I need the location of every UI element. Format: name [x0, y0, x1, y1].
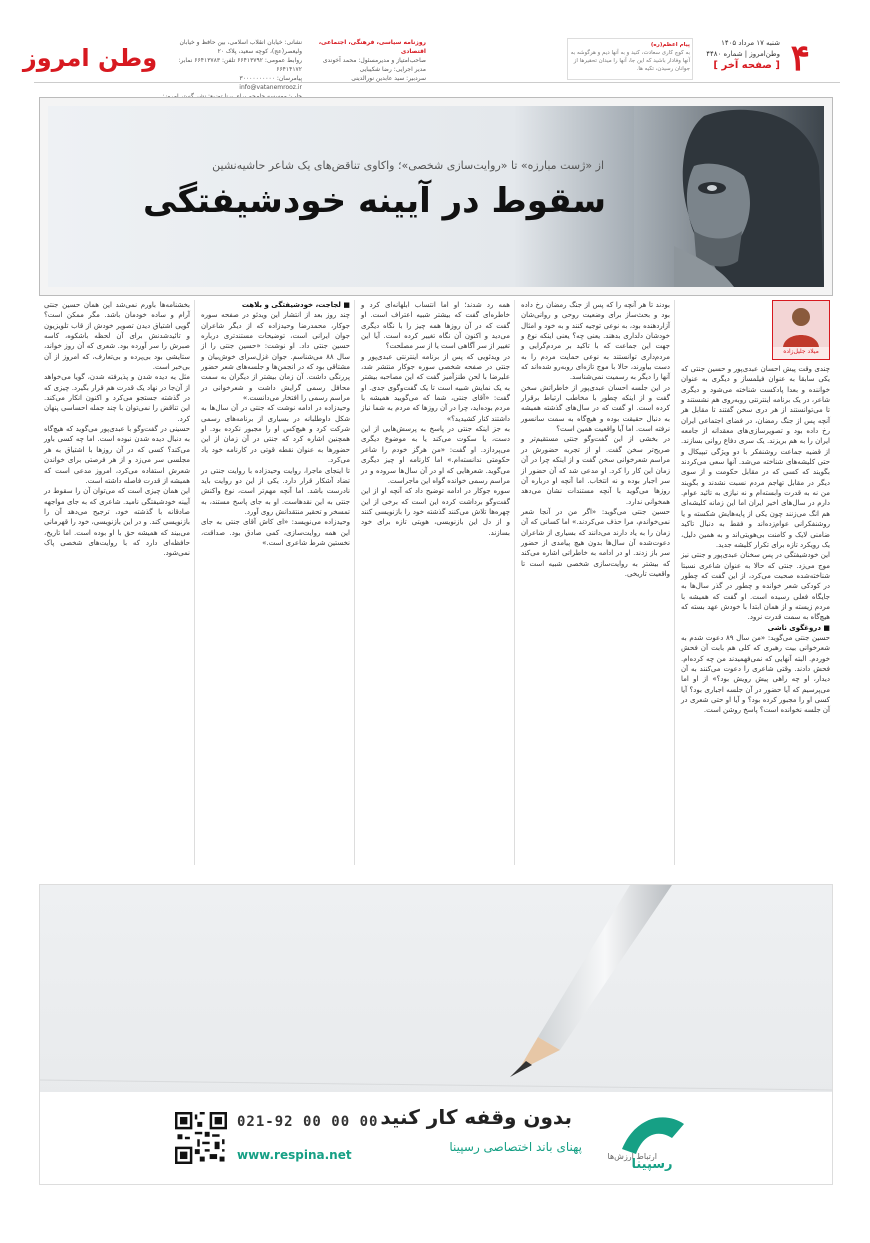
- paragraph: وحیدزاده در ادامه نوشت که جنتی در آن سال‌ها به شکل داوطلبانه در بسیاری از برنامه‌های رسمی شرکت کرد و هیچ‌کس او را مجبور نکرده بود. او همچنین اشاره کرد که جنتی در آن زمان از این حضورها به عنوان نقطه قوتی در کارنامه خود یاد می‌کرد.: [201, 404, 350, 465]
- hero-title: سقوط در آیینه خودشیفتگی: [143, 181, 606, 221]
- phones: روابط عمومی: ۶۶۴۱۳۷۹۲ تلفن: ۶۶۴۱۳۷۸۳ نمابر: ۶۶۴۱۴۱۷۲: [178, 57, 302, 73]
- paragraph: چند روز بعد از انتشار این ویدئو در صفحه سوره جوکار، محمدرضا وحیدزاده که از دیگر شاعران جوان ایرانی است، توضیحات مستندتری درباره حسین جنتی داد. او نوشت: «حسین جنتی را از سال ۸۸ می‌شناسم. جوان غزل‌سرای خوش‌بیان و مشتاقی بود که در انجمن‌ها و جلسه‌های شعر حضور پررنگی داشت. آن زمان بیشتر از دیگران به سمت محافل رسمی گرایش داشت و شعرخوانی در مراسم رسمی را افتخار می‌دانست.»: [201, 311, 351, 403]
- svg-text:رسپینا: رسپینا: [631, 1157, 673, 1172]
- advertisement[interactable]: [39, 884, 833, 1185]
- paragraph: حسینی در گفت‌وگو با عبدی‌پور می‌گوید که هیچ‌گاه به دنبال دیده شدن نبوده است. اما چه کسی باور می‌کند؟ کسی که در آن روزها با اشتیاق به هر مجلسی سر می‌زد و از هر فرصتی برای خواندن شعرش استفاده می‌کرد، امروز مدعی است که همیشه از قدرت فاصله داشته است.: [44, 425, 190, 485]
- ad-subline: پهنای باند اختصاصی رسپینا: [449, 1140, 582, 1154]
- paragraph: چندی وقت پیش احسان عبدی‌پور و حسین جنتی که یکی سابقا به عنوان فیلمساز و دیگری به عنوان خواننده و بعدا پادکست شناخته می‌شود و دیگری شاعر، در یک برنامه اینترنتی روبه‌روی هم نشستند و تا می‌توانستند از هر دری سخن گفتند تا مقابل هر آنچه پس از جنگ رمضان، در فضای اجتماعی ایران رخ داده بود و تصویرسازی‌های معقدانه از جامعه ایران را به هم بریزند. یک سری دفاع روانی بسازند. از قضیه جماعت روشنفکر با دو ویژگی تیپیکال و حتی کلیشه‌های شناخته می‌شد. آنها سعی می‌کردند بگویند که کسی که در مقابل حکومت و از سوی دیگر در مقابل تهاجم مردم نسبت نشدند و بگویند من نه به قدرت وابسته‌ام و نه نیازی به تائید عوام. دارم در سال‌های اخیر ایران اما این زمانه کلیشه‌ای هم انگ می‌زنند چون یکی از پایه‌هایش شکسته و یا روشنفکرانی عوام‌زده‌اند و فقط به دنبال تاکید ضامنی لایک و کامنت بی‌هویتی‌اند و به همین دلیل، یک رویکرد تازه برای تکرار کلیشه جدید.: [681, 365, 830, 549]
- paragraph: در بخشی از این گفت‌وگو جنتی مستقیم‌تر و صریح‌تر سخن گفت. او از تجربه حضورش در مراسم شعرخوانی سخن گفت و از اینکه چرا در آن زمان این کار را کرد. او مدعی شد که آن حضور از سر اجبار بوده و نه انتخاب. اما آنچه او درباره آن روزها می‌گوید با آنچه مستندات نشان می‌دهد همخوانی ندارد.: [521, 435, 670, 506]
- column-divider: [354, 300, 355, 865]
- column-3: [361, 300, 510, 865]
- avatar-icon: [773, 301, 829, 347]
- paragraph: وحیدزاده می‌نویسد: «ای کاش آقای جنتی به جای این همه روایت‌سازی، کمی صادق بود. صداقت، نخستین شرط شاعری است.»: [201, 518, 350, 547]
- qr-code-icon[interactable]: [175, 1112, 227, 1164]
- author-name: میلاد جلیل‌زاده: [783, 347, 819, 355]
- paragraph: حسین جنتی می‌گوید: «اگر من در آنجا شعر نمی‌خواندم، مرا حذف می‌کردند.» اما کسانی که آن زمان را به یاد دارند می‌دانند که بسیاری از شاعران دعوت‌شده آن سال‌ها بدون هیچ پیامدی از حضور سر باز زدند. او در ادامه به خاطراتی اشاره می‌کند که بیشتر به روایت‌سازی شخصی شبیه است تا واقعیت تاریخی.: [521, 507, 670, 578]
- author-photo: [772, 300, 830, 360]
- column-4: [201, 300, 350, 865]
- hero-image: [48, 106, 824, 287]
- issue-date: شنبه ۱۷ مرداد ۱۴۰۵: [721, 39, 780, 47]
- quote-box: [567, 38, 693, 80]
- chief-editor: سردبیر: سید عابدین نورالدینی: [351, 75, 426, 82]
- date-block: [706, 38, 780, 60]
- address: نشانی: خیابان انقلاب اسلامی، بین حافظ و خیابان ولیعصر(عج)، کوچه سعید، پلاک ۲۰: [179, 39, 302, 55]
- column-5: [44, 300, 190, 865]
- paragraph: سوره جوکار در ادامه توضیح داد که آنچه او از این گفت‌وگو برداشت کرده این است که برخی از این چهره‌ها تلاش می‌کنند گذشته خود را بازنویسی کنند و از دل این بازنویسی، هویتی تازه برای خود بسازند.: [361, 487, 510, 537]
- paragraph: حسین جنتی می‌گوید: «من سال ۸۹ دعوت شدم به شعرخوانی بیت رهبری که کلی هم بابت آن فحش خوردم. البته آنهایی که نمی‌فهمیدند من چه کرده‌ام. فحش دادند. وقتی شاعری را دعوت می‌کنند به آن دیدار، او چه راهی پیش رویش بود؟» از او اما می‌پرسیم که آیا حضور در آن جلسه اجباری بود؟ آیا کسی او را مجبور کرده بود؟ و آیا او حتی شعری در آن جلسه نخوانده است؟ پاسخ روشن است.: [681, 633, 831, 715]
- quote-title: پیام اعظم(ره): [650, 42, 690, 48]
- issue-number: وطن‌امروز | شماره ۴۴۸۰: [706, 50, 780, 58]
- pencil-illustration-icon: [40, 885, 832, 1095]
- paragraph: تا اینجای ماجرا، روایت وحیدزاده با روایت جنتی در تضاد آشکار قرار دارد. یکی از این دو روایت باید نادرست باشد. اما آنچه مهم‌تر است، نوع واکنش جنتی به این نقدهاست. او به جای پاسخ مستند، به تمسخر و تحقیر منتقدانش روی آورد.: [201, 466, 350, 516]
- staff-info: [306, 38, 426, 83]
- subheading: ■ لجاجت، خودشیفتگی و بلاهت: [241, 301, 350, 309]
- paragraph: بخشنامه‌ها باورم نمی‌شد این همان حسین جنتی آرام و ساده خودمان باشد. مگر ممکن است؟ گویی اشتیاق دیدن تصویر خودش از قاب تلویزیون و تائیدشدنش برای آن لحظه باشکوه، کاسه صبرش را سر آورده بود. شعری که آن روز خواند، ستایشی بود بی‌پرده و بی‌تعارف، که امروز از آن بی‌خبر است.: [44, 301, 190, 372]
- column-1: [681, 300, 830, 865]
- poet-portrait-icon: [634, 106, 824, 287]
- sms: پیامرسان: ۳۰۰۰۰۰۰۰۰۰۰: [239, 75, 302, 82]
- newspaper-logo[interactable]: [22, 34, 158, 82]
- paragraph: این خودشیفتگی در پس سخنان عبدی‌پور و جنتی نیز موج می‌زد. جنتی که حالا به عنوان شاعری نسبتا شناخته‌شده صحبت می‌کرد، از این گفت که چطور در کودکی شعر خوانده و چطور در گذر سال‌ها به جایگاه فعلی رسیده است. او گفت که همیشه با مردم زیسته و از همان ابتدا با خودش عهد بسته که هیچ‌گاه به سمت قدرت نرود.: [681, 551, 830, 622]
- paragraph: در ویدئویی که پس از برنامه اینترنتی عبدی‌پور و جنتی در صفحه شخصی سوره جوکار منتشر شد، علیرضا با لحن طنزآمیز گفت که این مصاحبه بیشتر به یک نمایش شبیه است تا یک گفت‌وگوی جدی. او گفت: «آقای جنتی، شما که می‌گویید همیشه با مردم بوده‌اید، چرا در آن روزها که مردم به شما نیاز داشتند کنار کشیدید؟»: [361, 352, 510, 423]
- paragraph: مثل یه دیده شدن و پذیرفته شدن، گویا می‌خواهد از آن‌جا در نهاد یک قدرت هم قرار بگیرد. چیزی که در گذشته جستجو می‌کرد و اکنون انکار می‌کند. این تناقض را نمی‌توان با چند جمله احساسی پنهان کرد.: [44, 373, 190, 423]
- brand-tagline: ارتباط ارزش‌ها: [607, 1152, 657, 1161]
- ad-phone[interactable]: 021-92 00 00 00: [237, 1114, 379, 1130]
- svg-text:وطن امروز: وطن امروز: [22, 44, 158, 72]
- email[interactable]: info@vatanemrooz.ir: [239, 84, 302, 91]
- paper-type: روزنامه سیاسی، فرهنگی، اجتماعی، اقتصادی: [318, 39, 426, 55]
- section-label: [ صفحه آخر ]: [713, 60, 780, 71]
- hero-kicker: از «ژست مبارزه» تا «روایت‌سازی شخصی»؛ واکاوی تناقض‌های یک شاعر حاشیه‌نشین: [212, 159, 604, 172]
- page-number: ۴: [790, 37, 810, 79]
- hero-banner: [39, 97, 833, 296]
- column-divider: [674, 300, 675, 865]
- paragraph: این همان چیزی است که می‌توان آن را سقوط در آیینه خودشیفتگی نامید. شاعری که به جای مواجهه صادقانه با گذشته خود، ترجیح می‌دهد آن را بازنویسی کند. و در این بازنویسی، خود را قهرمانی می‌بیند که همیشه حق با او بوده است. اما تاریخ، حافظه‌ای دارد که با روایت‌های شخصی پاک نمی‌شود.: [44, 487, 190, 558]
- subheading: ■ دروغگوی ناشی: [767, 623, 830, 632]
- column-divider: [514, 300, 515, 865]
- column-2: [521, 300, 670, 865]
- paragraph: بودند تا هر آنچه را که پس از جنگ رمضان رخ داده بود و بحث‌ساز برای وضعیت روحی و روانی‌شان آزاردهنده بود، به نوعی توجیه کنند و به خود و امثال خودشان دلداری بدهند. یعنی چه؟ یعنی اینکه نوع و جهت این جماعت که با تاکید بر مردم‌گرایی و مردم‌داری توانستند به نوعی حمایت مردم را به دست بیاورند، حالا با موج تازه‌ای روبه‌رو شده‌اند که آنها را دیگر به رسمیت نمی‌شناسد.: [521, 301, 670, 382]
- editor: مدیر اجرایی: رضا شکیبایی: [359, 66, 426, 73]
- respina-logo-icon: [612, 1104, 692, 1174]
- ad-headline: بدون وقفه کار کنید: [380, 1105, 572, 1129]
- paragraph: در این جلسه احسان عبدی‌پور از خاطراتش سخن گفت و از اینکه چطور با مخاطب ارتباط برقرار کرده است. او گفت که در سال‌های گذشته همیشه به دنبال حقیقت بوده و هیچ‌گاه به سمت سانسور نرفته است. اما آیا واقعیت همین است؟: [521, 383, 670, 434]
- section-name: صفحه آخر: [721, 60, 772, 71]
- column-divider: [194, 300, 195, 865]
- masthead: [22, 34, 840, 91]
- article-body: [44, 300, 830, 865]
- author-box: [681, 300, 830, 364]
- subheading-text: لجاجت، خودشیفتگی و بلاهت: [241, 301, 341, 309]
- subheading-text: دروغگوی ناشی: [767, 623, 821, 632]
- ad-url[interactable]: www.respina.net: [237, 1148, 352, 1162]
- quote-text: به کوچ کاری سعادت، کنید و به آنها دیم و هرگوشه به آنها وفادار باشید که این جا، آنها را میدان تحقیرها از جوانان رسیدن، تکیه ها.: [570, 50, 690, 72]
- logo-mark-icon: [22, 34, 158, 78]
- owner: صاحب‌امتیاز و مدیرمسئول: محمد آخوندی: [322, 57, 426, 64]
- ad-footer: [40, 1092, 832, 1184]
- paragraph: به جز اینکه جنتی در پاسخ به پرسش‌هایی از این دست، یا سکوت می‌کند یا به موضوع دیگری می‌پردازد. او گفت: «من هرگز خودم را شاعر حکومتی ندانسته‌ام.» اما کارنامه او چیز دیگری می‌گوید. شعرهایی که او در آن سال‌ها سروده و در مراسم رسمی خوانده گواه این ماجراست.: [361, 425, 510, 485]
- paragraph: همه رد شدند؛ او اما انتساب ابلهانه‌ای کرد و خاطره‌ای گفت که بیشتر شبیه اعتراف است. او گفت که در آن روزها همه چیز را با نگاه دیگری می‌دید و اکنون آن نگاه تغییر کرده است. آیا این تغییر از سر آگاهی است یا از سر مصلحت؟: [361, 301, 510, 351]
